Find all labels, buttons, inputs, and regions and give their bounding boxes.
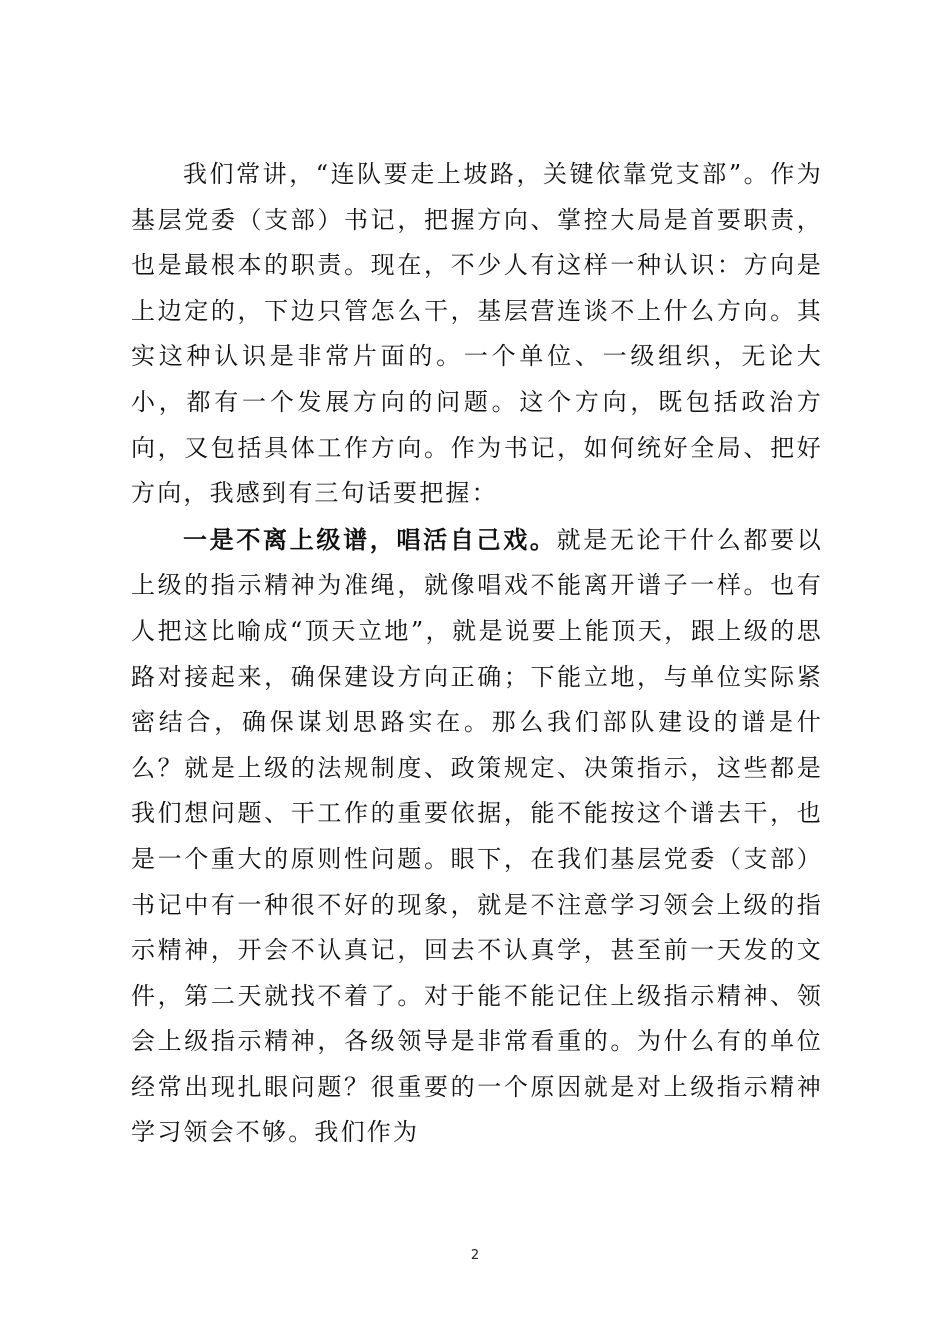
paragraph-point-one xyxy=(131,517,823,1156)
paragraph-text: 就是无论干什么都要以上级的指示精神为准绳，就像唱戏不能离开谱子一样。也有人把这比喻成“顶天立地”，就是说要上能顶天，跟上级的思路对接起来，确保建设方向正确；下能立地，与单位实际紧密结合，确保谋划思路实在。那么我们部队建设的谱是什么？就是上级的法规制度、政策规定、决策指示，这些都是我们想问题、干工作的重要依据，能不能按这个谱去干，也是一个重大的原则性问题。眼下，在我们基层党委（支部）书记中有一种很不好的现象，就是不注意学习领会上级的指示精神，开会不认真记，回去不认真学，甚至前一天发的文件，第二天就找不着了。对于能不能记住上级指示精神、领会上级指示精神，各级领导是非常看重的。为什么有的单位经常出现扎眼问题？很重要的一个原因就是对上级指示精神学习领会不够。我们作为 xyxy=(131,525,823,1147)
page-number: 2 xyxy=(470,1248,480,1263)
paragraph-intro xyxy=(131,152,823,517)
paragraph-text: 我们常讲，“连队要走上坡路，关键依靠党支部”。作为基层党委（支部）书记，把握方向、掌控大局是首要职责，也是最根本的职责。现在，不少人有这样一种认识：方向是上边定的，下边只管怎么干，基层营连谈不上什么方向。其实这种认识是非常片面的。一个单位、一级组织，无论大小，都有一个发展方向的问题。这个方向，既包括政治方向，又包括具体工作方向。作为书记，如何统好全局、把好方向，我感到有三句话要把握： xyxy=(131,160,823,508)
paragraph-lead-heading: 一是不离上级谱，唱活自己戏。 xyxy=(183,524,557,554)
body-text xyxy=(131,152,823,1156)
